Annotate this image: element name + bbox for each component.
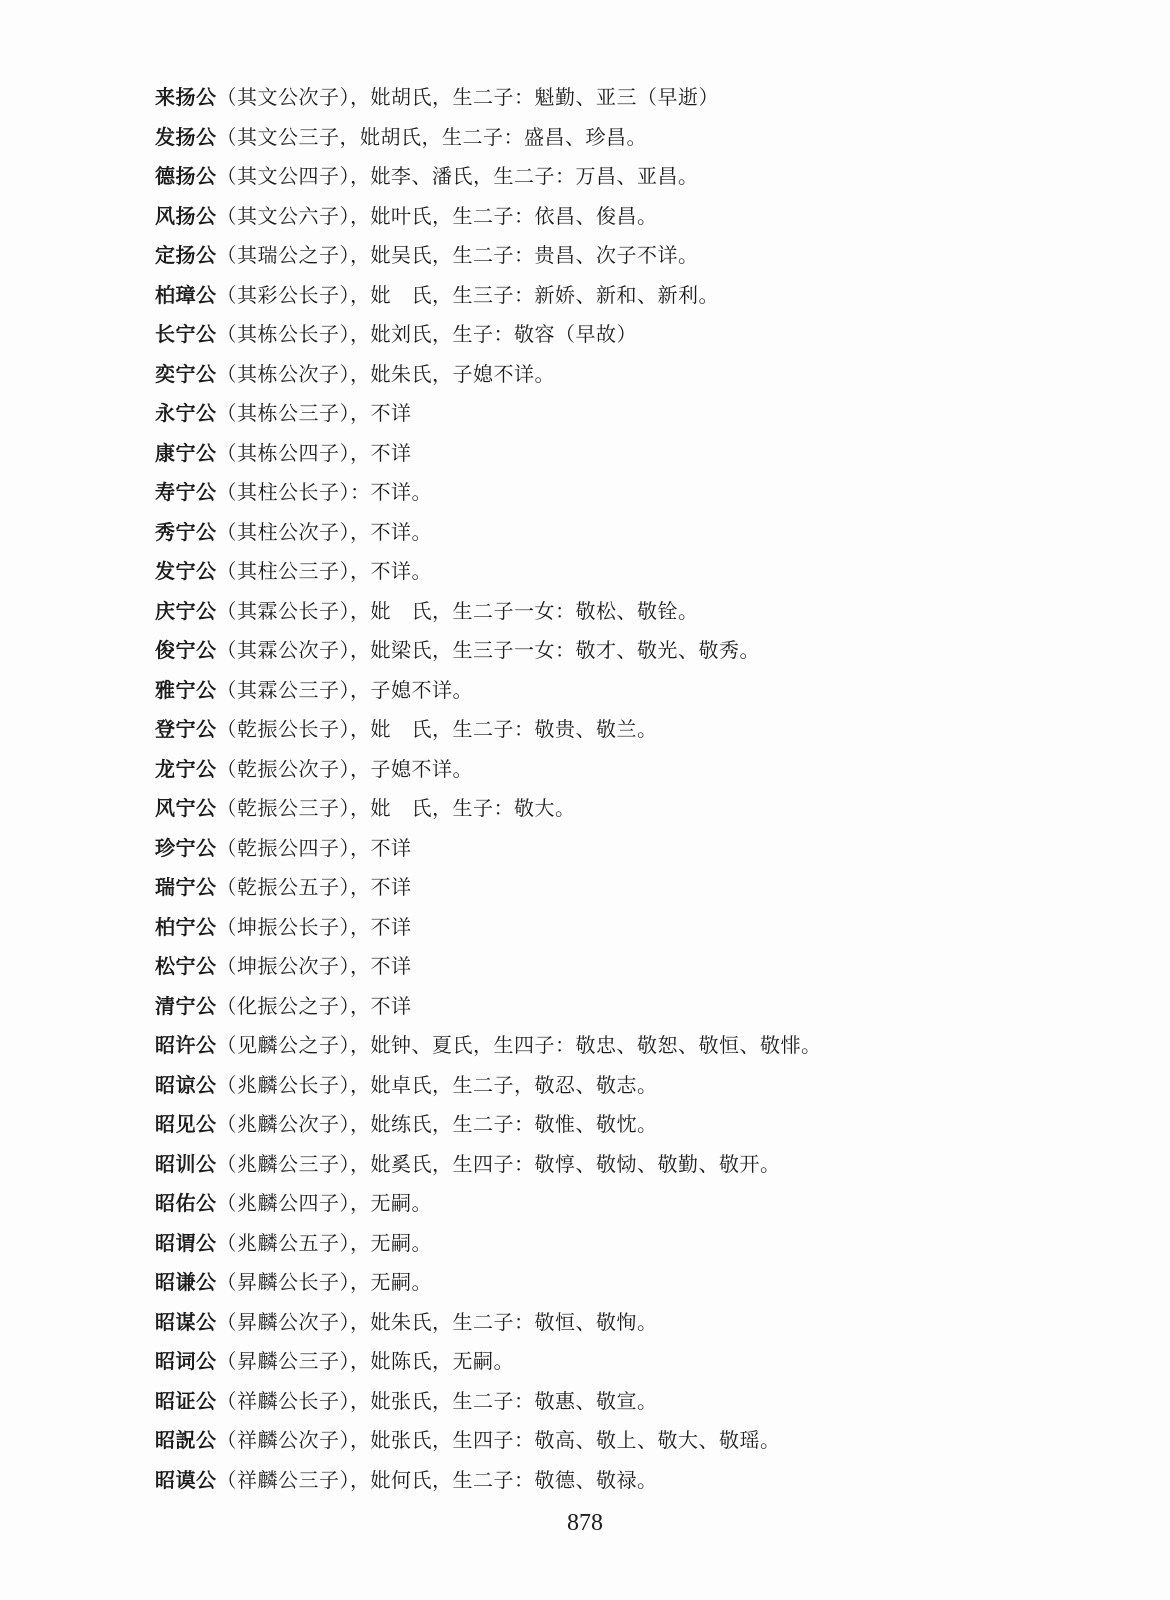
entry-person-name: 龙宁公 (155, 756, 217, 781)
entry-person-name: 昭谅公 (155, 1072, 217, 1097)
entry-person-name: 昭证公 (155, 1388, 217, 1413)
entry-detail-text: （其柱公次子），不详。 (216, 519, 432, 544)
genealogy-entry (155, 434, 1115, 474)
entry-detail-text: （其霖公三子），子媳不详。 (216, 677, 473, 702)
entry-detail-text: （祥麟公三子），妣何氏，生二子：敬德、敬禄。 (216, 1467, 658, 1492)
entry-person-name: 清宁公 (155, 993, 217, 1018)
genealogy-entry (155, 1105, 1115, 1145)
genealogy-entry (155, 1303, 1115, 1343)
entry-person-name: 昭谟公 (155, 1467, 217, 1492)
entry-person-name: 康宁公 (155, 440, 217, 465)
entry-detail-text: （其柱公三子），不详。 (216, 559, 432, 583)
genealogy-entry (155, 157, 1115, 197)
entry-detail-text: （其栋公长子），妣刘氏，生子：敬容（早故） (216, 322, 637, 346)
genealogy-entry (155, 552, 1115, 592)
genealogy-entry (155, 908, 1115, 948)
entry-person-name: 长宁公 (155, 322, 217, 346)
entry-detail-text: （祥麟公次子），妣张氏，生四子：敬高、敬上、敬大、敬瑶。 (216, 1428, 781, 1452)
entry-person-name: 来扬公 (155, 85, 217, 109)
genealogy-entry (155, 1461, 1115, 1501)
entry-person-name: 雅宁公 (155, 677, 217, 702)
genealogy-entry (155, 1342, 1115, 1382)
genealogy-entry (155, 868, 1115, 908)
entry-detail-text: （坤振公长子），不详 (216, 914, 412, 939)
genealogy-entry (155, 473, 1115, 513)
entry-person-name: 昭佑公 (155, 1191, 217, 1215)
entry-detail-text: （乾振公四子），不详 (216, 835, 412, 860)
genealogy-entry (155, 1066, 1115, 1106)
entry-person-name: 柏璋公 (155, 282, 217, 307)
entry-detail-text: （其彩公长子），妣 氏，生三子：新娇、新和、新利。 (216, 282, 719, 307)
entry-detail-text: （兆麟公三子），妣奚氏，生四子：敬惇、敬恸、敬勤、敬开。 (216, 1151, 781, 1176)
genealogy-entry (155, 789, 1115, 829)
entry-detail-text: （乾振公五子），不详 (216, 875, 412, 899)
genealogy-entry (155, 394, 1115, 434)
genealogy-entry (155, 276, 1115, 316)
genealogy-entry (155, 829, 1115, 869)
entry-person-name: 风扬公 (155, 203, 217, 228)
entry-detail-text: （坤振公次子），不详 (216, 954, 412, 978)
entry-person-name: 庆宁公 (155, 598, 217, 623)
entry-person-name: 风宁公 (155, 796, 217, 820)
entry-detail-text: （昇麟公三子），妣陈氏，无嗣。 (216, 1349, 514, 1373)
entry-detail-text: （其栋公四子），不详 (216, 440, 412, 465)
genealogy-entry (155, 1421, 1115, 1461)
entry-detail-text: （其霖公次子），妣梁氏，生三子一女：敬才、敬光、敬秀。 (216, 638, 760, 662)
entry-person-name: 永宁公 (155, 401, 217, 425)
genealogy-entry (155, 118, 1115, 158)
genealogy-entry (155, 631, 1115, 671)
genealogy-entry-list (155, 78, 1115, 1500)
entry-person-name: 定扬公 (155, 243, 217, 267)
entry-person-name: 昭谋公 (155, 1309, 217, 1334)
entry-detail-text: （兆麟公五子），无嗣。 (216, 1230, 432, 1255)
entry-detail-text: （其文公三子，妣胡氏，生二子：盛昌、珍昌。 (216, 124, 647, 149)
entry-person-name: 昭詋公 (155, 1428, 217, 1452)
genealogy-entry (155, 197, 1115, 237)
entry-person-name: 发扬公 (155, 124, 217, 149)
genealogy-entry (155, 987, 1115, 1027)
genealogy-entry (155, 78, 1115, 118)
entry-detail-text: （其文公次子），妣胡氏，生二子：魁勤、亚三（早逝） (216, 85, 719, 109)
genealogy-entry (155, 1224, 1115, 1264)
entry-detail-text: （乾振公次子），子媳不详。 (216, 756, 473, 781)
genealogy-entry (155, 750, 1115, 790)
entry-person-name: 秀宁公 (155, 519, 217, 544)
entry-person-name: 昭词公 (155, 1349, 217, 1373)
entry-person-name: 昭许公 (155, 1033, 217, 1057)
genealogy-entry (155, 1145, 1115, 1185)
entry-detail-text: （其柱公长子）：不详。 (216, 480, 432, 504)
entry-person-name: 昭谦公 (155, 1270, 217, 1294)
entry-detail-text: （化振公之子），不详 (216, 993, 412, 1018)
entry-person-name: 寿宁公 (155, 480, 217, 504)
entry-person-name: 昭见公 (155, 1112, 217, 1136)
entry-person-name: 瑞宁公 (155, 875, 217, 899)
entry-detail-text: （其栋公次子），妣朱氏，子媳不详。 (216, 361, 555, 386)
entry-person-name: 德扬公 (155, 164, 217, 188)
genealogy-entry (155, 513, 1115, 553)
entry-person-name: 登宁公 (155, 717, 217, 741)
entry-detail-text: （其文公四子），妣李、潘氏，生二子：万昌、亚昌。 (216, 164, 699, 188)
entry-detail-text: （乾振公长子），妣 氏，生二子：敬贵、敬兰。 (216, 717, 658, 741)
genealogy-entry (155, 315, 1115, 355)
entry-detail-text: （其栋公三子），不详 (216, 401, 412, 425)
entry-detail-text: （见麟公之子），妣钟、夏氏，生四子：敬忠、敬恕、敬恒、敬悱。 (216, 1033, 822, 1057)
entry-person-name: 松宁公 (155, 954, 217, 978)
entry-person-name: 昭训公 (155, 1151, 217, 1176)
entry-person-name: 昭谓公 (155, 1230, 217, 1255)
entry-detail-text: （兆麟公次子），妣练氏，生二子：敬惟、敬忱。 (216, 1112, 658, 1136)
entry-detail-text: （其瑞公之子），妣吴氏，生二子：贵昌、次子不详。 (216, 243, 699, 267)
entry-person-name: 珍宁公 (155, 835, 217, 860)
entry-detail-text: （其霖公长子），妣 氏，生二子一女：敬松、敬铨。 (216, 598, 699, 623)
genealogy-entry (155, 671, 1115, 711)
genealogy-entry (155, 1184, 1115, 1224)
entry-detail-text: （兆麟公长子），妣卓氏，生二子，敬忍、敬志。 (216, 1072, 658, 1097)
entry-detail-text: （乾振公三子），妣 氏，生子：敬大。 (216, 796, 576, 820)
entry-person-name: 奕宁公 (155, 361, 217, 386)
entry-detail-text: （昇麟公次子），妣朱氏，生二子：敬恒、敬恂。 (216, 1309, 658, 1334)
entry-person-name: 俊宁公 (155, 638, 217, 662)
genealogy-entry (155, 592, 1115, 632)
genealogy-entry (155, 1263, 1115, 1303)
genealogy-entry (155, 355, 1115, 395)
page-number: 878 (567, 1510, 603, 1536)
entry-detail-text: （祥麟公长子），妣张氏，生二子：敬惠、敬宣。 (216, 1388, 658, 1413)
genealogy-entry (155, 710, 1115, 750)
entry-person-name: 发宁公 (155, 559, 217, 583)
genealogy-entry (155, 1382, 1115, 1422)
entry-detail-text: （兆麟公四子），无嗣。 (216, 1191, 432, 1215)
genealogy-entry (155, 947, 1115, 987)
entry-person-name: 柏宁公 (155, 914, 217, 939)
genealogy-entry (155, 236, 1115, 276)
entry-detail-text: （昇麟公长子），无嗣。 (216, 1270, 432, 1294)
genealogy-entry (155, 1026, 1115, 1066)
entry-detail-text: （其文公六子），妣叶氏，生二子：依昌、俊昌。 (216, 203, 658, 228)
